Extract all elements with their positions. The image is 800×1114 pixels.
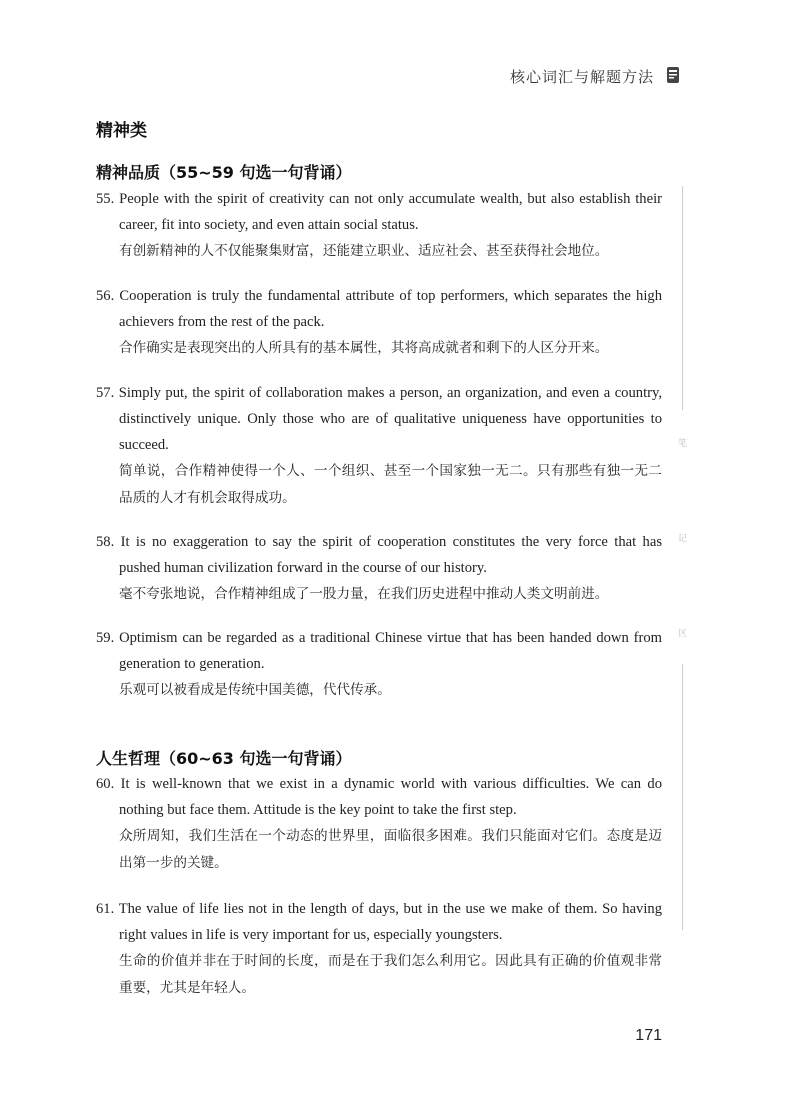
chinese-translation: 乐观可以被看成是传统中国美德，代代传承。 xyxy=(119,682,391,698)
running-header: 核心词汇与解题方法 xyxy=(509,68,654,86)
group-title-spirit-quality: 精神品质（55~59 句选一句背诵） xyxy=(96,163,352,182)
book-icon xyxy=(666,66,680,84)
english-sentence: 55. People with the spirit of creativity can not only accumulate wealth, but also establish their career, fit into society, and even attain social status. xyxy=(96,191,662,233)
margin-note-char: 笔 xyxy=(678,439,688,449)
margin-note-char: 区 xyxy=(678,629,688,639)
english-sentence: 59. Optimism can be regarded as a traditional Chinese virtue that has been handed down from generation to generation. xyxy=(96,630,662,672)
english-sentence: 57. Simply put, the spirit of collaboration makes a person, an organization, and even a country, distinctively unique. Only those who are of qualitative uniqueness have opportunities to succeed. xyxy=(96,385,662,453)
chinese-translation: 有创新精神的人不仅能聚集财富，还能建立职业、适应社会、甚至获得社会地位。 xyxy=(119,243,609,259)
section-title: 精神类 xyxy=(96,121,147,141)
notes-margin-line-top xyxy=(682,186,683,410)
sentence-entry-57 xyxy=(96,380,662,512)
sentence-entry-61 xyxy=(96,896,662,1002)
english-sentence: 61. The value of life lies not in the length of days, but in the use we make of them. So having right values in life is very important for us, especially youngsters. xyxy=(96,901,662,943)
chinese-translation: 生命的价值并非在于时间的长度，而是在于我们怎么利用它。因此具有正确的价值观非常重要，尤其是年轻人。 xyxy=(119,953,662,996)
sentence-entry-59 xyxy=(96,625,662,704)
chinese-translation: 毫不夸张地说，合作精神组成了一股力量，在我们历史进程中推动人类文明前进。 xyxy=(119,586,609,602)
sentence-entry-58 xyxy=(96,529,662,608)
english-sentence: 58. It is no exaggeration to say the spirit of cooperation constitutes the very force that has pushed human civilization forward in the course of our history. xyxy=(96,534,662,576)
english-sentence: 60. It is well-known that we exist in a dynamic world with various difficulties. We can do nothing but face them. Attitude is the key point to take the first step. xyxy=(96,776,662,818)
english-sentence: 56. Cooperation is truly the fundamental attribute of top performers, which separates the high achievers from the rest of the pack. xyxy=(96,288,662,330)
chinese-translation: 合作确实是表现突出的人所具有的基本属性，其将高成就者和剩下的人区分开来。 xyxy=(119,340,609,356)
group-title-life-philosophy: 人生哲理（60~63 句选一句背诵） xyxy=(96,749,352,768)
chinese-translation: 简单说，合作精神使得一个人、一个组织、甚至一个国家独一无二。只有那些有独一无二品质的人才有机会取得成功。 xyxy=(119,463,662,506)
sentence-entry-56 xyxy=(96,283,662,362)
notes-margin-line-bottom xyxy=(682,664,683,930)
sentence-entry-60 xyxy=(96,771,662,877)
page-number: 171 xyxy=(635,1027,662,1044)
margin-note-char: 记 xyxy=(678,534,688,544)
chinese-translation: 众所周知，我们生活在一个动态的世界里，面临很多困难。我们只能面对它们。态度是迈出第一步的关键。 xyxy=(119,828,662,871)
sentence-entry-55 xyxy=(96,186,662,265)
